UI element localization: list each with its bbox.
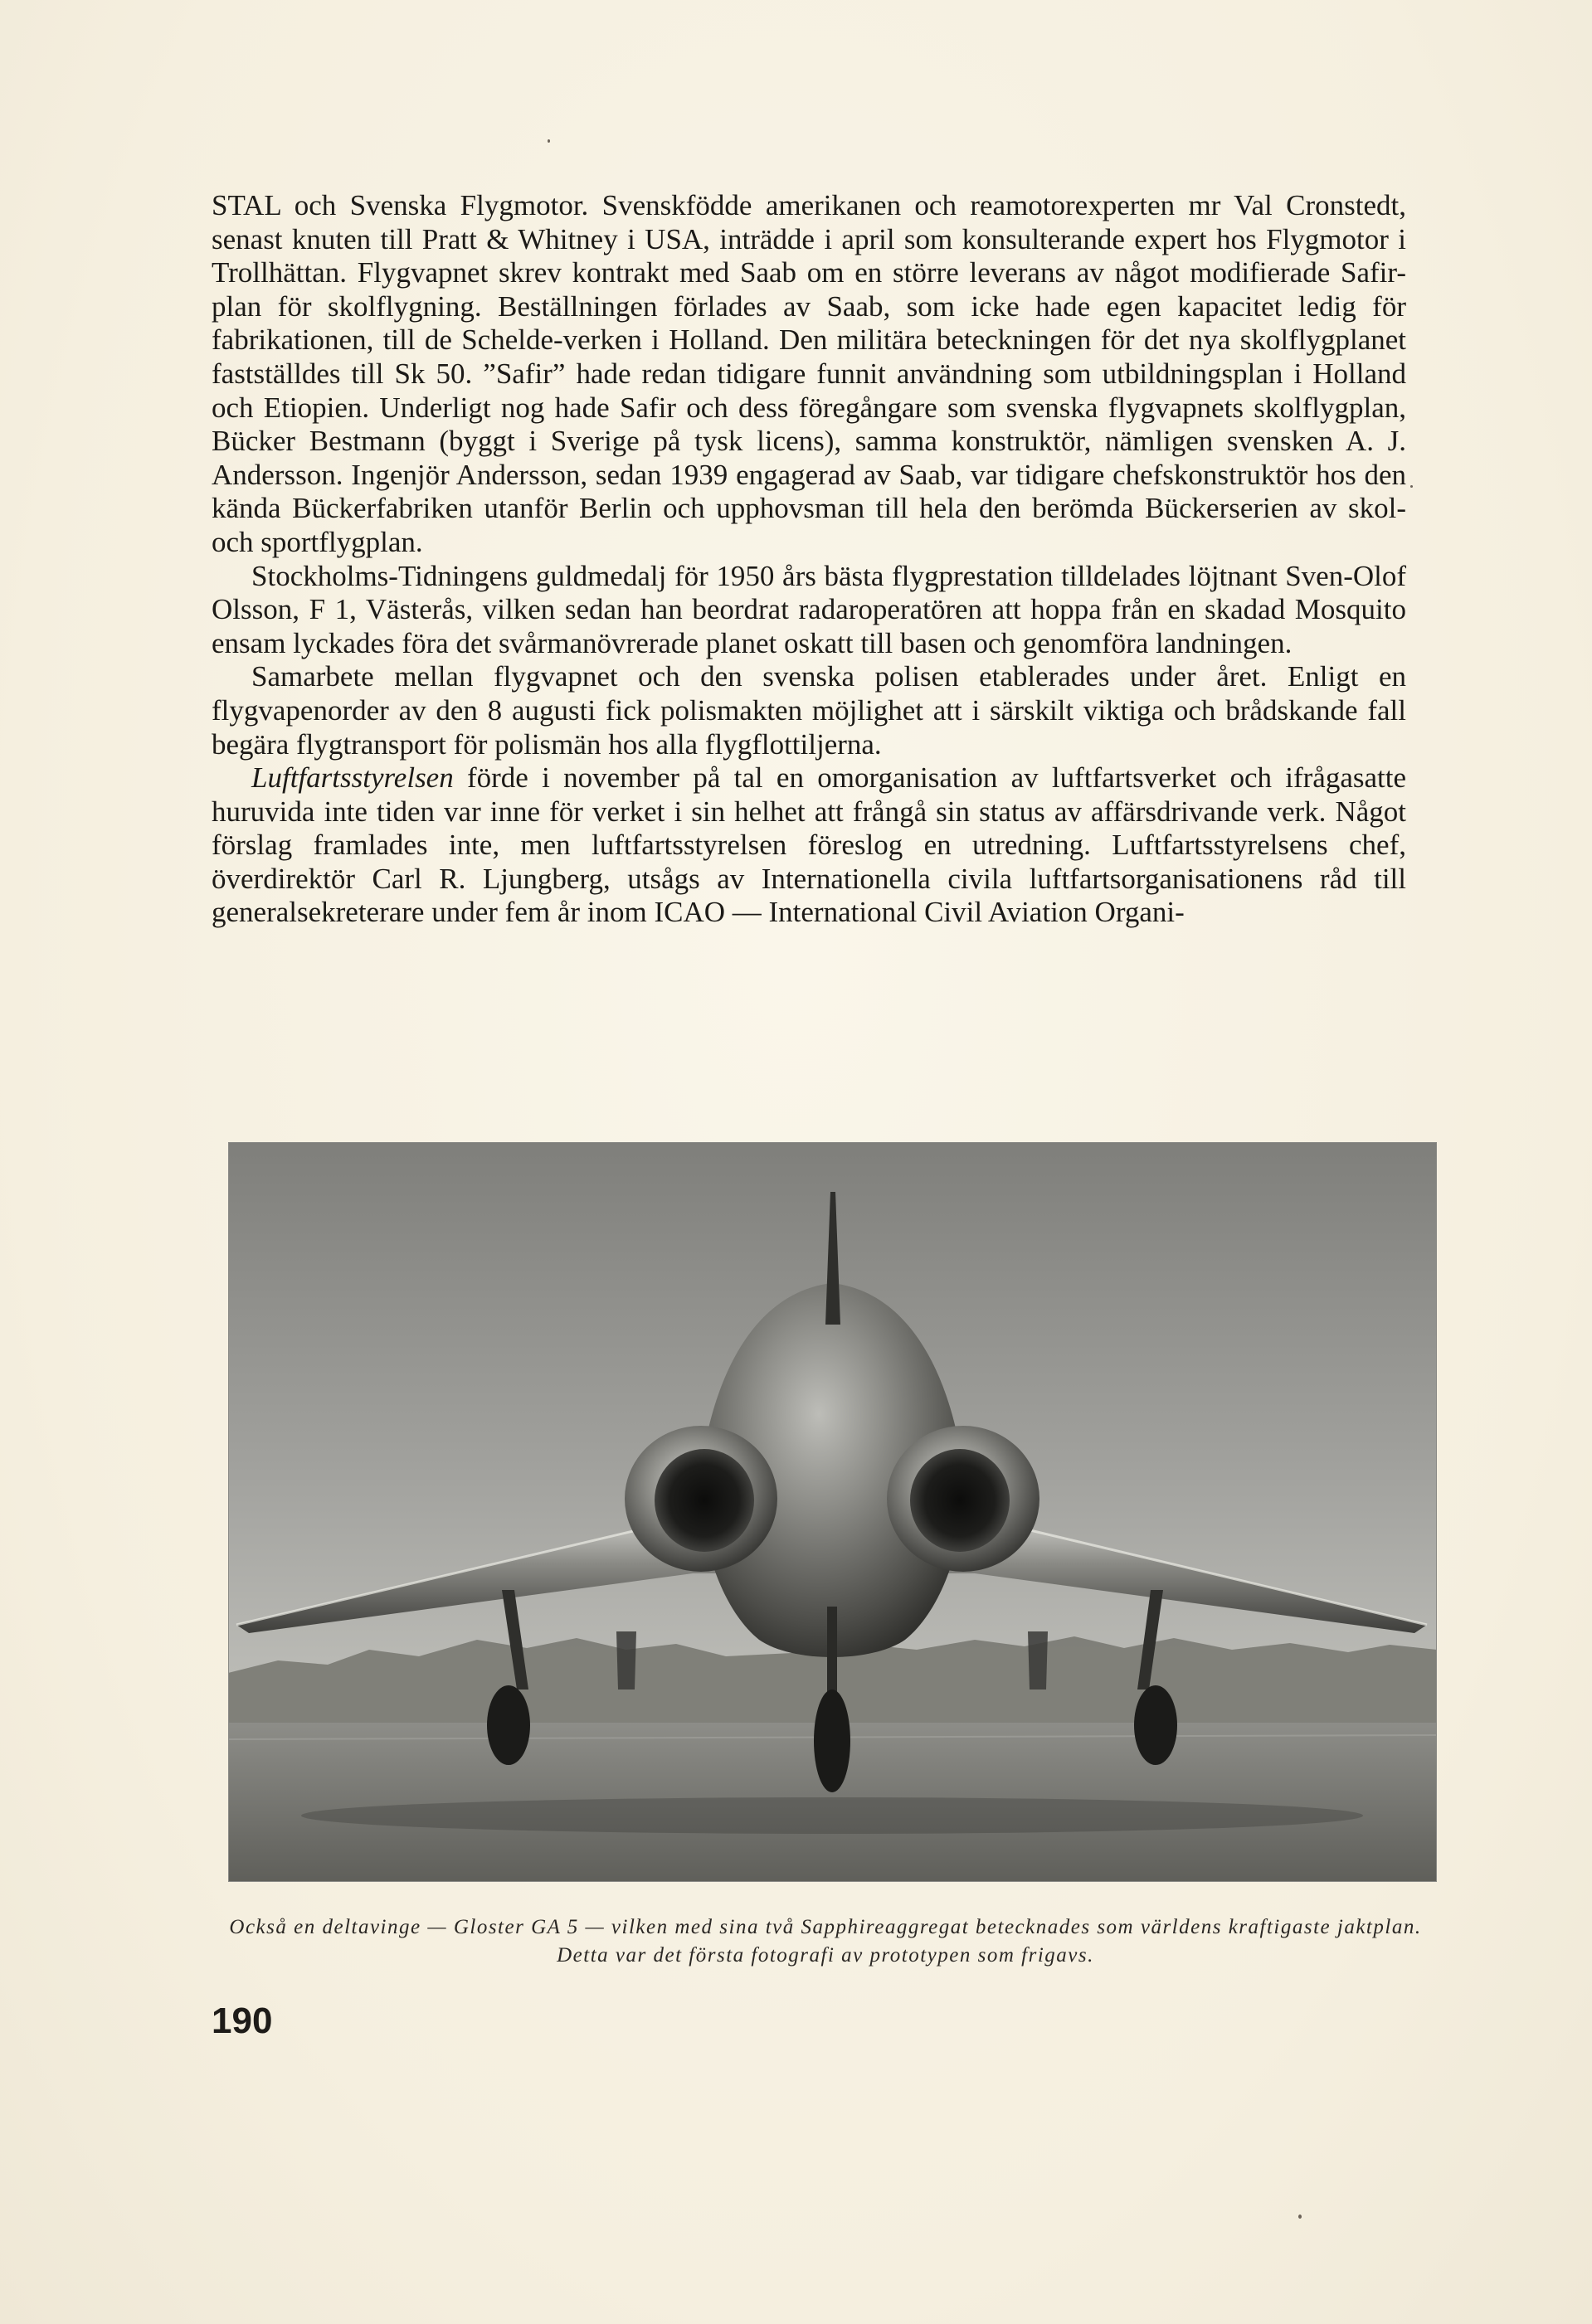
nose-gear-wheel bbox=[814, 1690, 850, 1792]
jet-aircraft-illustration bbox=[228, 1142, 1437, 1882]
paragraph-3: Samarbete mellan flygvapnet och den svenska polisen etablerades under året. Enligt en flygvapenorder av den 8 augusti fick polismakten möjlighet att i särskilt viktiga och brådskande fall begära flygtransport för polismän hos alla flygflottiljerna. bbox=[212, 660, 1406, 761]
paragraph-2: Stockholms-Tidningens guldmedalj för 1950 års bästa flygprestation tilldelades löjtnant Sven-Olof Olsson, F 1, Västerås, vilken sedan han beordrat radaroperatören att hoppa från en skadad Mosquito ensam lyckades föra det svårmanövrerade planet oskatt till basen och genomföra landningen. bbox=[212, 559, 1406, 659]
paragraph-4-emphasis: Luftfartsstyrelsen bbox=[251, 761, 454, 795]
left-gear-wheel bbox=[487, 1685, 530, 1765]
body-text bbox=[212, 189, 1406, 930]
paper-speck bbox=[1410, 485, 1413, 488]
right-gear-door bbox=[1028, 1631, 1048, 1690]
left-engine-intake bbox=[655, 1449, 754, 1552]
paper-speck bbox=[1298, 2215, 1302, 2219]
page-number: 190 bbox=[212, 2001, 273, 2041]
paragraph-1: STAL och Svenska Flygmotor. Svenskfödde amerikanen och reamotorexperten mr Val Cronstedt, senast knuten till Pratt & Whitney i USA, inträdde i april som konsulterande expert hos Flygmotor i Trollhättan. Flygvapnet skrev kontrakt med Saab om en större leverans av något modifierade Safir-plan för skolflygning. Beställningen förlades av Saab, som icke hade egen kapacitet ledig för fabrikationen, till de Schelde-verken i Holland. Den militära beteckningen för det nya skolflygplanet fastställdes till Sk 50. ”Safir” hade redan tidigare funnit användning som utbildningsplan i Holland och Etiopien. Underligt nog hade Safir och dess föregångare som svenska flygvapnets skolflygplan, Bücker Bestmann (byggt i Sverige på tysk licens), samma konstruktör, nämligen svensken A. J. Andersson. Ingenjör Andersson, sedan 1939 engagerad av Saab, var tidigare chefskonstruktör hos den kända Bückerfabriken utanför Berlin och upphovsman till hela den berömda Bückerserien av skol- och sportflygplan. bbox=[212, 189, 1406, 558]
aircraft-shadow bbox=[301, 1797, 1363, 1834]
paragraph-4-text: förde i november på tal en omorganisation av luftfartsverket och ifrågasatte huruvida inte tiden var inne för verket i sin helhet att frångå sin status av affärsdrivande verk. Något förslag framlades inte, men luftfartsstyrelsen föreslog en utredning. Luftfartsstyrelsens chef, överdirektör Carl R. Ljungberg, utsågs av Internationella civila luftfartsorganisationens råd till generalsekreterare under fem år inom ICAO — International Civil Aviation Organi- bbox=[212, 761, 1406, 929]
paper-speck bbox=[548, 139, 550, 143]
paragraph-4 bbox=[212, 761, 1406, 930]
right-gear-wheel bbox=[1134, 1685, 1177, 1765]
left-gear-door bbox=[616, 1631, 636, 1690]
aircraft-photo bbox=[228, 1142, 1437, 1882]
right-engine-intake bbox=[910, 1449, 1010, 1552]
photo-caption: Också en deltavinge — Gloster GA 5 — vilken med sina två Sapphireaggregat betecknades som världens kraftigaste jaktplan. Detta var det första fotografi av prototypen som frigavs. bbox=[229, 1916, 1422, 1967]
